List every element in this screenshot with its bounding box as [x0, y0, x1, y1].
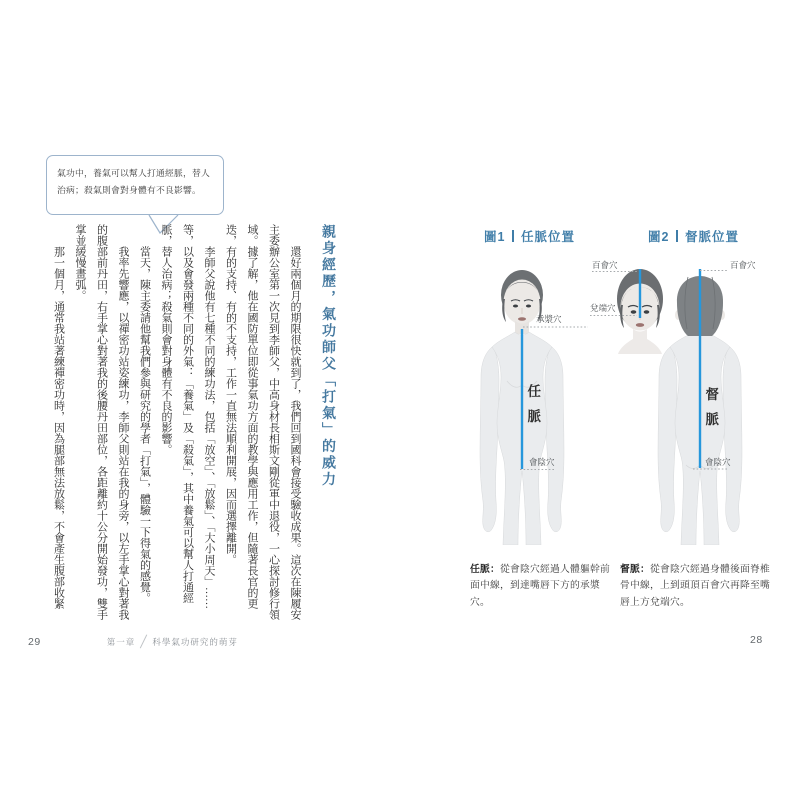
chengjiang-label: 承漿穴	[536, 314, 562, 324]
ren-char: 任	[527, 384, 541, 399]
figure1-caption	[470, 562, 618, 612]
callout-text: 氣功中，養氣可以幫人打通經脈，替人治病；殺氣則會對身體有不良影響。	[57, 168, 210, 196]
page-number-left: 29	[28, 635, 41, 648]
figure1-number: 圖1	[484, 230, 506, 244]
left-footer	[28, 634, 238, 649]
figure1-caption-text: 從會陰穴經過人體軀幹前面中線，到達嘴唇下方的承漿穴。	[470, 563, 610, 608]
figure2-caption	[620, 562, 770, 612]
du-char: 督	[705, 387, 719, 402]
chapter-label: 第一章	[106, 636, 136, 647]
speech-callout	[46, 155, 224, 215]
duiduan-label: 兌端穴	[590, 303, 616, 313]
paragraph-3: 當天，陳主委請他幫我們參與研究的學者「打氣」，體驗一下得氣的感覺。	[138, 246, 151, 604]
mai-char-2: 脈	[705, 412, 719, 427]
paragraph-5: 那一個月，通常我站著練禪密功時，因為腿部無法放鬆，不會產生腹部收緊	[52, 246, 65, 609]
huiyin-label-fig2: 會陰穴	[705, 457, 731, 467]
mai-char: 脈	[527, 409, 541, 424]
figure2-name: 督脈位置	[685, 230, 740, 244]
paragraph-4: 我率先響應，以禪密功站姿練功，李師父則站在我的身旁，以左手掌心對著我的腹部前丹田，右手掌心對著我的後腰丹田部位，各距離約十公分開始發功，雙手掌並緩慢畫弧。	[74, 224, 129, 620]
paragraph-1: 還好兩個月的期限很快就到了，我們回到國科會接受驗收成果。這次在陳履安主委辦公室第一次見到李師父，中高身材長相斯文剛從軍中退役，一心探討修行領域。據了解，他在國防單位即從事氣功方面的教學與應用工作，但隨著長官的更迭，有的支持、有的不支持，工作一直無法順利開展，因而選擇離開。	[224, 224, 301, 620]
figure2-caption-text: 從會陰穴經過身體後面脊椎骨中線，上到頭頂百會穴再降至嘴唇上方兌端穴。	[620, 563, 770, 608]
baihui-label-front: 百會穴	[592, 260, 618, 270]
huiyin-label-fig1: 會陰穴	[529, 457, 555, 467]
title-separator	[676, 230, 678, 242]
baihui-label-back: 百會穴	[730, 260, 756, 270]
footer-divider	[140, 634, 148, 648]
figure2-number: 圖2	[648, 230, 670, 244]
figure1-name: 任脈位置	[521, 230, 576, 244]
figure1-caption-lead: 任脈：	[470, 563, 500, 575]
page-number-right: 28	[750, 634, 763, 646]
main-text-block	[40, 224, 340, 624]
figure2-illustration	[590, 255, 780, 545]
chapter-title: 科學氣功研究的萌芽	[152, 636, 238, 647]
title-separator	[512, 230, 514, 242]
paragraph-2: 李師父說他有七種不同的練功法，包括「放空」、「放鬆」、「大小周天」……等，以及會發兩種不同的外氣：「養氣」及「殺氣」，其中養氣可以幫人打通經脈，替人治病；殺氣則會對身體有不良的影響。	[160, 224, 215, 609]
section-heading: 親身經歷，氣功師父「打氣」的威力	[320, 224, 335, 488]
figure2-caption-lead: 督脈：	[620, 563, 650, 575]
figure1-title	[484, 227, 575, 245]
figure2-title	[648, 227, 739, 245]
